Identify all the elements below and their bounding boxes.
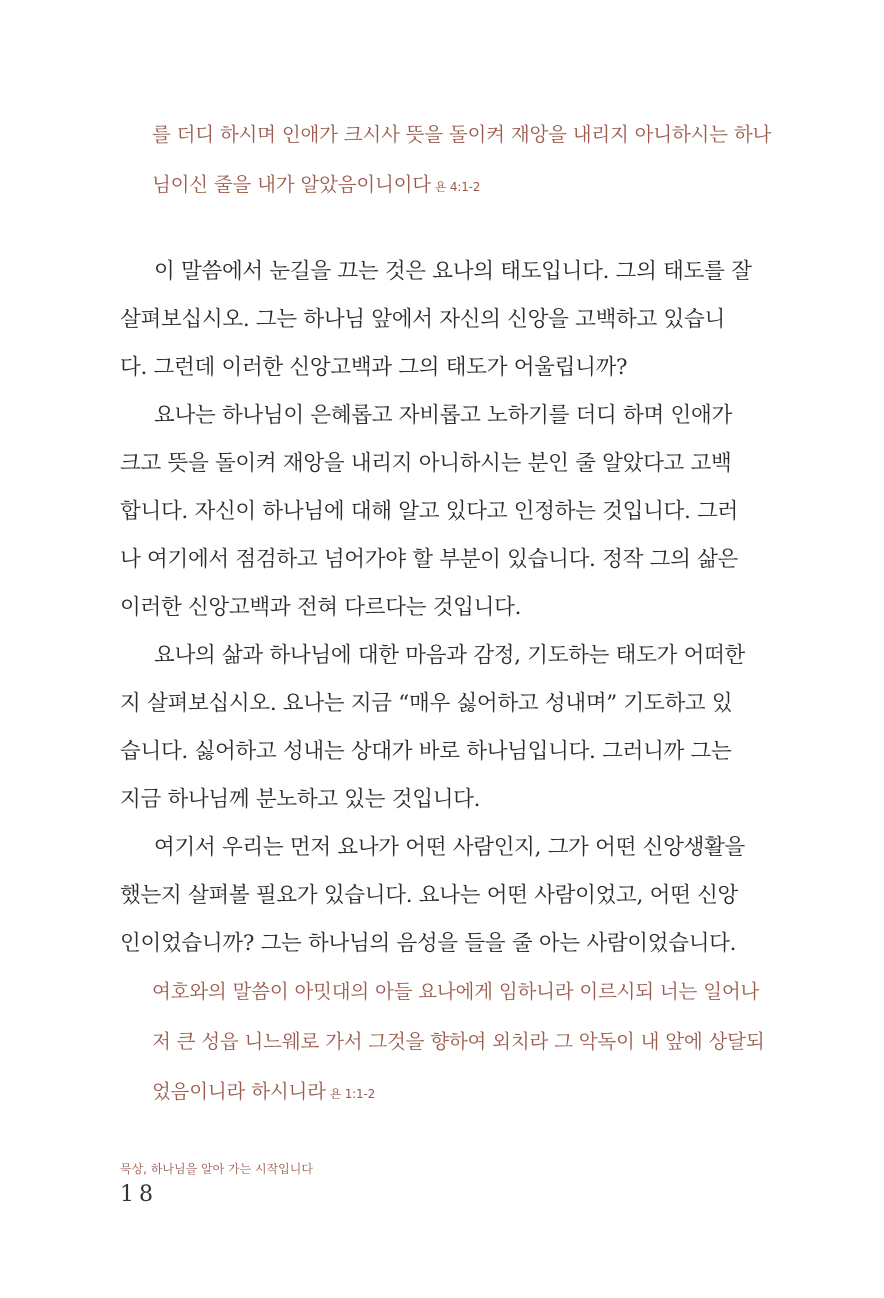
scripture-quote-top xyxy=(152,110,772,210)
paragraph-line: 지금 하나님께 분노하고 있는 것입니다. xyxy=(120,787,481,812)
paragraph-line: 크고 뜻을 돌이켜 재앙을 내리지 아니하시는 분인 줄 알았다고 고백 xyxy=(120,451,732,476)
quote-line: 를 더디 하시며 인애가 크시사 뜻을 돌이켜 재앙을 내리지 아니하시는 하나 xyxy=(152,123,772,146)
running-footer-title: 묵상, 하나님을 알아 가는 시작입니다 xyxy=(120,1162,313,1176)
scripture-reference: 욘 4:1-2 xyxy=(434,180,481,194)
paragraph-line: 살펴보십시오. 그는 하나님 앞에서 자신의 신앙을 고백하고 있습니 xyxy=(120,307,725,332)
paragraph-line: 요나의 삶과 하나님에 대한 마음과 감정, 기도하는 태도가 어떠한 xyxy=(154,643,746,668)
paragraph-line: 습니다. 싫어하고 성내는 상대가 바로 하나님입니다. 그러니까 그는 xyxy=(120,739,732,764)
quote-line-text: 었음이니라 하시니라 xyxy=(152,1080,326,1103)
quote-line: 여호와의 말씀이 아밋대의 아들 요나에게 임하니라 이르시되 너는 일어나 xyxy=(152,980,760,1003)
paragraph-line: 나 여기에서 점검하고 넘어가야 할 부분이 있습니다. 정작 그의 삶은 xyxy=(120,547,739,572)
quote-line xyxy=(152,1067,742,1117)
scripture-quote-bottom xyxy=(152,967,765,1117)
paragraph-line: 여기서 우리는 먼저 요나가 어떤 사람인지, 그가 어떤 신앙생활을 xyxy=(154,835,746,860)
paragraph-line: 했는지 살펴볼 필요가 있습니다. 요나는 어떤 사람이었고, 어떤 신앙 xyxy=(120,883,739,908)
paragraph-line: 이 말씀에서 눈길을 끄는 것은 요나의 태도입니다. 그의 태도를 잘 xyxy=(154,259,752,284)
quote-line: 저 큰 성읍 니느웨로 가서 그것을 향하여 외치라 그 악독이 내 앞에 상달되 xyxy=(152,1030,765,1053)
paragraph-line: 인이었습니까? 그는 하나님의 음성을 들을 줄 아는 사람이었습니다. xyxy=(120,931,737,956)
body-text xyxy=(120,248,750,968)
scripture-reference: 욘 1:1-2 xyxy=(329,1087,376,1101)
paragraph-line: 다. 그런데 이러한 신앙고백과 그의 태도가 어울립니까? xyxy=(120,355,628,380)
quote-line-text: 님이신 줄을 내가 알았음이니이다 xyxy=(152,173,431,196)
page-number: 18 xyxy=(120,1182,158,1207)
quote-line xyxy=(152,160,742,210)
paragraph-line: 요나는 하나님이 은혜롭고 자비롭고 노하기를 더디 하며 인애가 xyxy=(154,403,732,428)
paragraph-line: 이러한 신앙고백과 전혀 다르다는 것입니다. xyxy=(120,595,522,620)
paragraph-line: 합니다. 자신이 하나님에 대해 알고 있다고 인정하는 것입니다. 그러 xyxy=(120,499,739,524)
paragraph-line: 지 살펴보십시오. 요나는 지금 “매우 싫어하고 성내며” 기도하고 있 xyxy=(120,691,733,716)
